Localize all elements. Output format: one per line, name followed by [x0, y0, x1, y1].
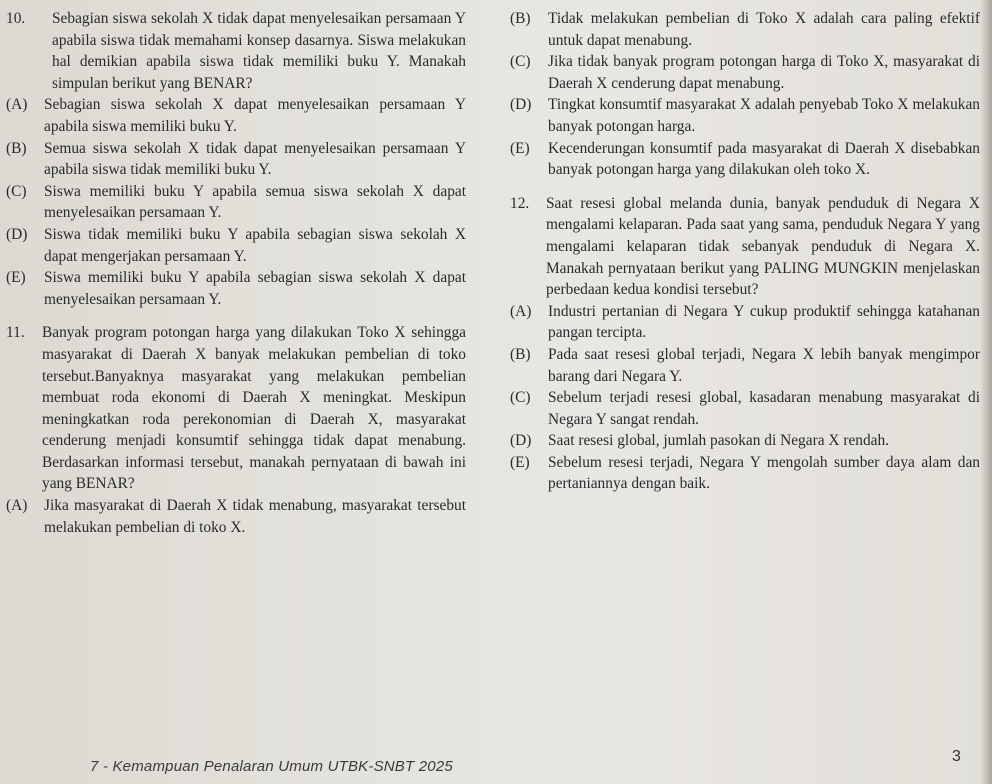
option-b: [510, 344, 980, 387]
option-label: (C): [510, 389, 531, 407]
question-stem: Sebagian siswa sekolah X tidak dapat menyelesaikan persamaan Y apabila siswa tidak memahami konsep dasarnya. Siswa melakukan hal demikian apabila siswa tidak memiliki buku Y. Manakah simpulan berikut yang BENAR?: [52, 10, 466, 92]
option-c: [510, 387, 980, 430]
option-text: Siswa memiliki buku Y apabila sebagian siswa sekolah X dapat menyelesaikan persamaan Y.: [44, 269, 466, 308]
option-b: [6, 138, 466, 181]
question-stem: Saat resesi global melanda dunia, banyak penduduk di Negara X mengalami kelaparan. Pada saat yang sama, penduduk Negara Y yang mengalami kelaparan tidak sebanyak penduduk di Negara X. Manakah pernyataan berikut yang PALING MUNGKIN menjelaskan perbedaan kedua kondisi tersebut?: [546, 194, 980, 299]
option-e: [6, 267, 466, 310]
option-label: (C): [6, 182, 27, 200]
option-text: Sebagian siswa sekolah X dapat menyelesaikan persamaan Y apabila siswa memiliki buku Y.: [44, 96, 466, 135]
option-c: [510, 51, 980, 94]
question-10: [6, 8, 466, 310]
option-label: (D): [6, 225, 28, 243]
option-label: (A): [510, 302, 532, 320]
option-label: (A): [6, 497, 28, 515]
page-edge-shadow: [980, 0, 992, 784]
option-d: [6, 224, 466, 267]
option-e: [510, 138, 980, 181]
option-text: Sebelum terjadi resesi global, kasadaran menabung masyarakat di Negara Y sangat rendah.: [548, 389, 980, 428]
option-label: (E): [510, 139, 530, 157]
footer-title: 7 - Kemampuan Penalaran Umum UTBK-SNBT 2025: [90, 758, 453, 775]
option-text: Jika masyarakat di Daerah X tidak menabung, masyarakat tersebut melakukan pembelian di toko X.: [44, 497, 466, 536]
option-e: [510, 452, 980, 495]
option-text: Jika tidak banyak program potongan harga di Toko X, masyarakat di Daerah X cenderung dapat menabung.: [548, 53, 980, 92]
question-number: 12.: [510, 194, 530, 212]
option-a: [6, 495, 466, 538]
option-text: Tingkat konsumtif masyarakat X adalah penyebab Toko X melakukan banyak potongan harga.: [548, 96, 980, 135]
option-label: (C): [510, 53, 531, 71]
option-label: (E): [510, 453, 530, 471]
question-number: 10.: [6, 10, 26, 27]
right-column: [510, 8, 980, 495]
option-a: [510, 301, 980, 344]
option-text: Siswa memiliki buku Y apabila semua siswa sekolah X dapat menyelesaikan persamaan Y.: [44, 182, 466, 222]
question-12: [510, 193, 980, 495]
option-label: (B): [6, 139, 27, 157]
option-label: (E): [6, 269, 26, 287]
option-label: (D): [510, 96, 532, 114]
option-a: [6, 94, 466, 137]
option-d: [510, 430, 980, 452]
question-11: [6, 322, 466, 538]
option-text: Saat resesi global, jumlah pasokan di Negara X rendah.: [548, 432, 890, 450]
option-label: (B): [510, 345, 531, 363]
option-label: (A): [6, 96, 28, 114]
option-text: Sebelum resesi terjadi, Negara Y mengolah sumber daya alam dan pertaniannya dengan baik.: [548, 453, 980, 493]
question-stem: Banyak program potongan harga yang dilakukan Toko X sehingga masyarakat di Daerah X banyak melakukan pembelian di toko tersebut.Banyaknya masyarakat yang melakukan pembelian membuat roda ekonomi di Daerah X meningkat. Meskipun meningkatkan roda perekonomian di Daerah X, masyarakat cenderung menjadi konsumtif sehingga tidak dapat menabung. Berdasarkan informasi tersebut, manakah pernyataan di bawah ini yang BENAR?: [42, 324, 466, 493]
option-text: Kecenderungan konsumtif pada masyarakat di Daerah X disebabkan banyak potongan harga yang dilakukan oleh toko X.: [548, 139, 980, 179]
option-c: [6, 181, 466, 224]
option-text: Industri pertanian di Negara Y cukup produktif sehingga katahanan pangan tercipta.: [548, 302, 980, 342]
option-b: [510, 8, 980, 51]
page-number: 3: [952, 748, 961, 765]
question-number: 11.: [6, 324, 25, 342]
left-column: [6, 8, 466, 538]
question-11-continued: [510, 8, 980, 181]
option-text: Tidak melakukan pembelian di Toko X adalah cara paling efektif untuk dapat menabung.: [548, 10, 980, 49]
option-label: (D): [510, 432, 532, 450]
option-text: Siswa tidak memiliki buku Y apabila sebagian siswa sekolah X dapat mengerjakan persamaan Y.: [44, 225, 466, 265]
option-text: Pada saat resesi global terjadi, Negara X lebih banyak mengimpor barang dari Negara Y.: [548, 345, 980, 385]
option-text: Semua siswa sekolah X tidak dapat menyelesaikan persamaan Y apabila siswa tidak memiliki buku Y.: [44, 139, 466, 179]
option-d: [510, 94, 980, 137]
option-label: (B): [510, 10, 531, 27]
